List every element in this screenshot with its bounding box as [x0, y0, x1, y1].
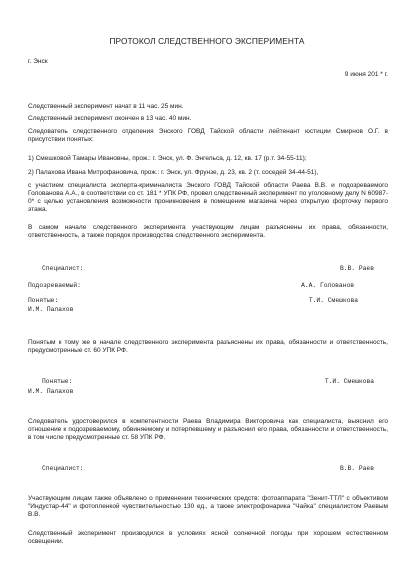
intro-paragraph: Следователь следственного отделения Энского ГОВД Тайской области лейтенант юстиции Смирнов О.Г. в присутствии понятых: — [28, 128, 388, 144]
witness-a-name: Т.И. Смешкова — [308, 297, 358, 304]
specialist-label-2: Специалист: — [42, 465, 84, 472]
specialist-name: В.В. Раев — [339, 265, 374, 272]
witness-b-name-2: И.М. Палахов — [28, 388, 74, 395]
witnesses-label: Понятые: — [28, 297, 59, 304]
conditions-paragraph: Следственный эксперимент производился в условиях ясной солнечной погоды при хорошем естественном освещении. — [28, 530, 388, 546]
witnesses-label-2: Понятые: — [42, 378, 73, 385]
date: 9 июня 201 * г. — [344, 71, 388, 78]
document-title: ПРОТОКОЛ СЛЕДСТВЕННОГО ЭКСПЕРИМЕНТА — [109, 36, 305, 46]
suspect-name: А.А. Голованов — [301, 282, 354, 289]
end-time: Следственный эксперимент окончен в 13 час. 40 мин. — [28, 115, 192, 122]
witness-rights-paragraph: Понятым к тому же в начале следственного эксперимента разъяснены их права, обязанности и ответственность, предусмотренные ст. 60 УПК РФ. — [28, 339, 388, 355]
rights-paragraph: В самом начале следственного эксперимента участвующим лицам разъяснены их права, обязанности, ответственность, а также порядок производства следственного эксперимента. — [28, 224, 388, 240]
specialist-name-2: В.В. Раев — [339, 465, 374, 472]
witness-a-name-2: Т.И. Смешкова — [324, 378, 374, 385]
specialist-label: Специалист: — [42, 265, 84, 272]
city: г. Энск — [28, 58, 48, 65]
participation-paragraph: с участием специалиста эксперта-криминалиста Энского ГОВД Тайской области Раева В.В. и подозреваемого Голованова А.А., в соответствии со ст. 181 * УПК РФ, провел следственный эксперимент по уголовному делу N 60987-0* с целью установления возможности проникновения в помещение магазина через открытую форточку первого этажа. — [28, 182, 388, 214]
witness-1: 1) Смешковой Тамары Ивановны, прож.: г. Энск, ул. Ф. Энгельса, д. 12, кв. 17 (р.т. 34-55-11); — [28, 155, 307, 162]
witness-2: 2) Палахова Ивана Митрофановича, прож.: г. Энск, ул. Фрунзе, д. 23, кв. 2 (т. соседей 34-44-51), — [28, 169, 319, 176]
tech-paragraph: Участвующим лицам также объявлено о применении технических средств: фотоаппарата "Зенит-ТТЛ" с объективом "Индустар-44" и фотопленкой чувствительностью 130 ед., а также электрофонарика "Чайка" специалистом Раевым В.В. — [28, 495, 388, 519]
suspect-label: Подозреваемый: — [28, 282, 81, 289]
witness-b-name: И.М. Палахов — [28, 306, 74, 313]
start-time: Следственный эксперимент начат в 11 час. 25 мин. — [28, 103, 184, 110]
specialist-paragraph: Следователь удостоверился в компетентности Раева Владимира Викторовича как специалиста, выяснил его отношение к подозреваемому, обвиняемому и потерпевшему и разъяснил его права, обязанности и ответственность, в том числе предусмотренные ст. 58 УПК РФ. — [28, 418, 388, 442]
